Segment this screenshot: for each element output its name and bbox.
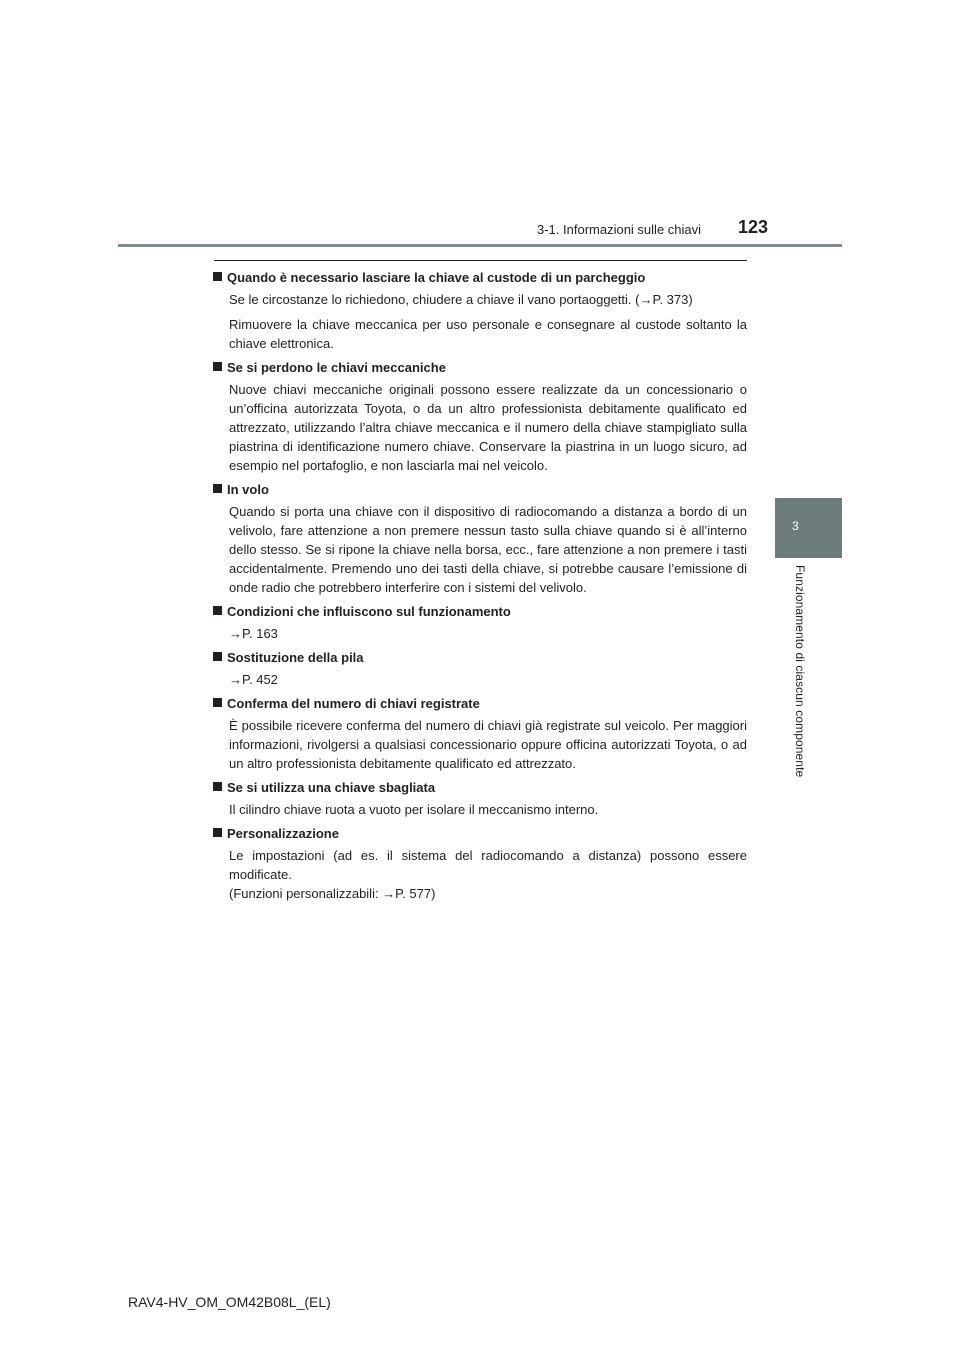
chapter-tab[interactable]: [775, 498, 842, 558]
section-title: 3-1. Informazioni sulle chiavi: [537, 222, 702, 237]
square-bullet-icon: [213, 652, 222, 661]
paragraph: È possibile ricevere conferma del numero di chiavi già registrate sul veicolo. Per maggiori informazioni, rivolgersi a qualsiasi concessionario oppure officina autorizzati Toyota, o ad un altro professionista debitamente qualificato ed attrezzato.: [229, 718, 747, 771]
section-heading: Quando è necessario lasciare la chiave al custode di un parcheggio: [213, 268, 747, 287]
section: [213, 480, 747, 597]
paragraph: Quando si porta una chiave con il dispositivo di radiocomando a distanza a bordo di un velivolo, fare attenzione a non premere nessun tasto sulla chiave quando si è all’interno dello stesso. Se si ripone la chiave nella borsa, ecc., fare attenzione a non premere i tasti accidentalmente. Premendo uno dei tasti della chiave, si potrebbe causare l’emissione di onde radio che potrebbero interferire con i sistemi del velivolo.: [229, 504, 747, 595]
square-bullet-icon: [213, 782, 222, 791]
paragraph: Il cilindro chiave ruota a vuoto per isolare il meccanismo interno.: [229, 802, 599, 817]
section-heading: Se si perdono le chiavi meccaniche: [213, 358, 747, 377]
chapter-title: Funzionamento di ciascun componente: [793, 565, 807, 778]
paragraph: Rimuovere la chiave meccanica per uso personale e consegnare al custode soltanto la chiave elettronica.: [229, 317, 747, 351]
page-reference-link[interactable]: →P. 452: [229, 672, 278, 687]
section: [213, 648, 747, 689]
page-reference-link[interactable]: →P. 163: [229, 626, 278, 641]
content-top-divider: [214, 260, 747, 261]
paragraph: Se le circostanze lo richiedono, chiudere a chiave il vano portaoggetti. (→P. 373): [229, 292, 693, 307]
header-divider: [118, 244, 842, 247]
page-reference-link[interactable]: (Funzioni personalizzabili: →P. 577): [229, 886, 436, 901]
page-number: 123: [738, 217, 769, 237]
section-heading: In volo: [213, 480, 747, 499]
section-heading: Personalizzazione: [213, 824, 747, 843]
page-content: [213, 268, 747, 908]
section-heading: Condizioni che influiscono sul funzionamento: [213, 602, 747, 621]
section: [213, 824, 747, 903]
chapter-side-label: [775, 558, 842, 812]
document-code: RAV4-HV_OM_OM42B08L_(EL): [128, 1294, 331, 1310]
paragraph: Nuove chiavi meccaniche originali possono essere realizzate da un concessionario o un’officina autorizzata Toyota, o da un altro professionista debitamente qualificato ed attrezzato, utilizzando l’altra chiave meccanica e il numero della chiave stampigliato sulla piastrina di identificazione numero chiave. Conservare la piastrina in un luogo sicuro, ad esempio nel portafoglio, e non lasciarla mai nel veicolo.: [229, 382, 747, 473]
section: [213, 778, 747, 819]
section: [213, 358, 747, 475]
section: [213, 602, 747, 643]
section-heading: Se si utilizza una chiave sbagliata: [213, 778, 747, 797]
square-bullet-icon: [213, 484, 222, 493]
square-bullet-icon: [213, 272, 222, 281]
section-heading: Sostituzione della pila: [213, 648, 747, 667]
square-bullet-icon: [213, 362, 222, 371]
square-bullet-icon: [213, 698, 222, 707]
section-heading: Conferma del numero di chiavi registrate: [213, 694, 747, 713]
square-bullet-icon: [213, 606, 222, 615]
section: [213, 694, 747, 773]
paragraph: Le impostazioni (ad es. il sistema del radiocomando a distanza) possono essere modificate.: [229, 848, 747, 882]
chapter-number: 3: [792, 519, 799, 533]
square-bullet-icon: [213, 828, 222, 837]
section: [213, 268, 747, 353]
